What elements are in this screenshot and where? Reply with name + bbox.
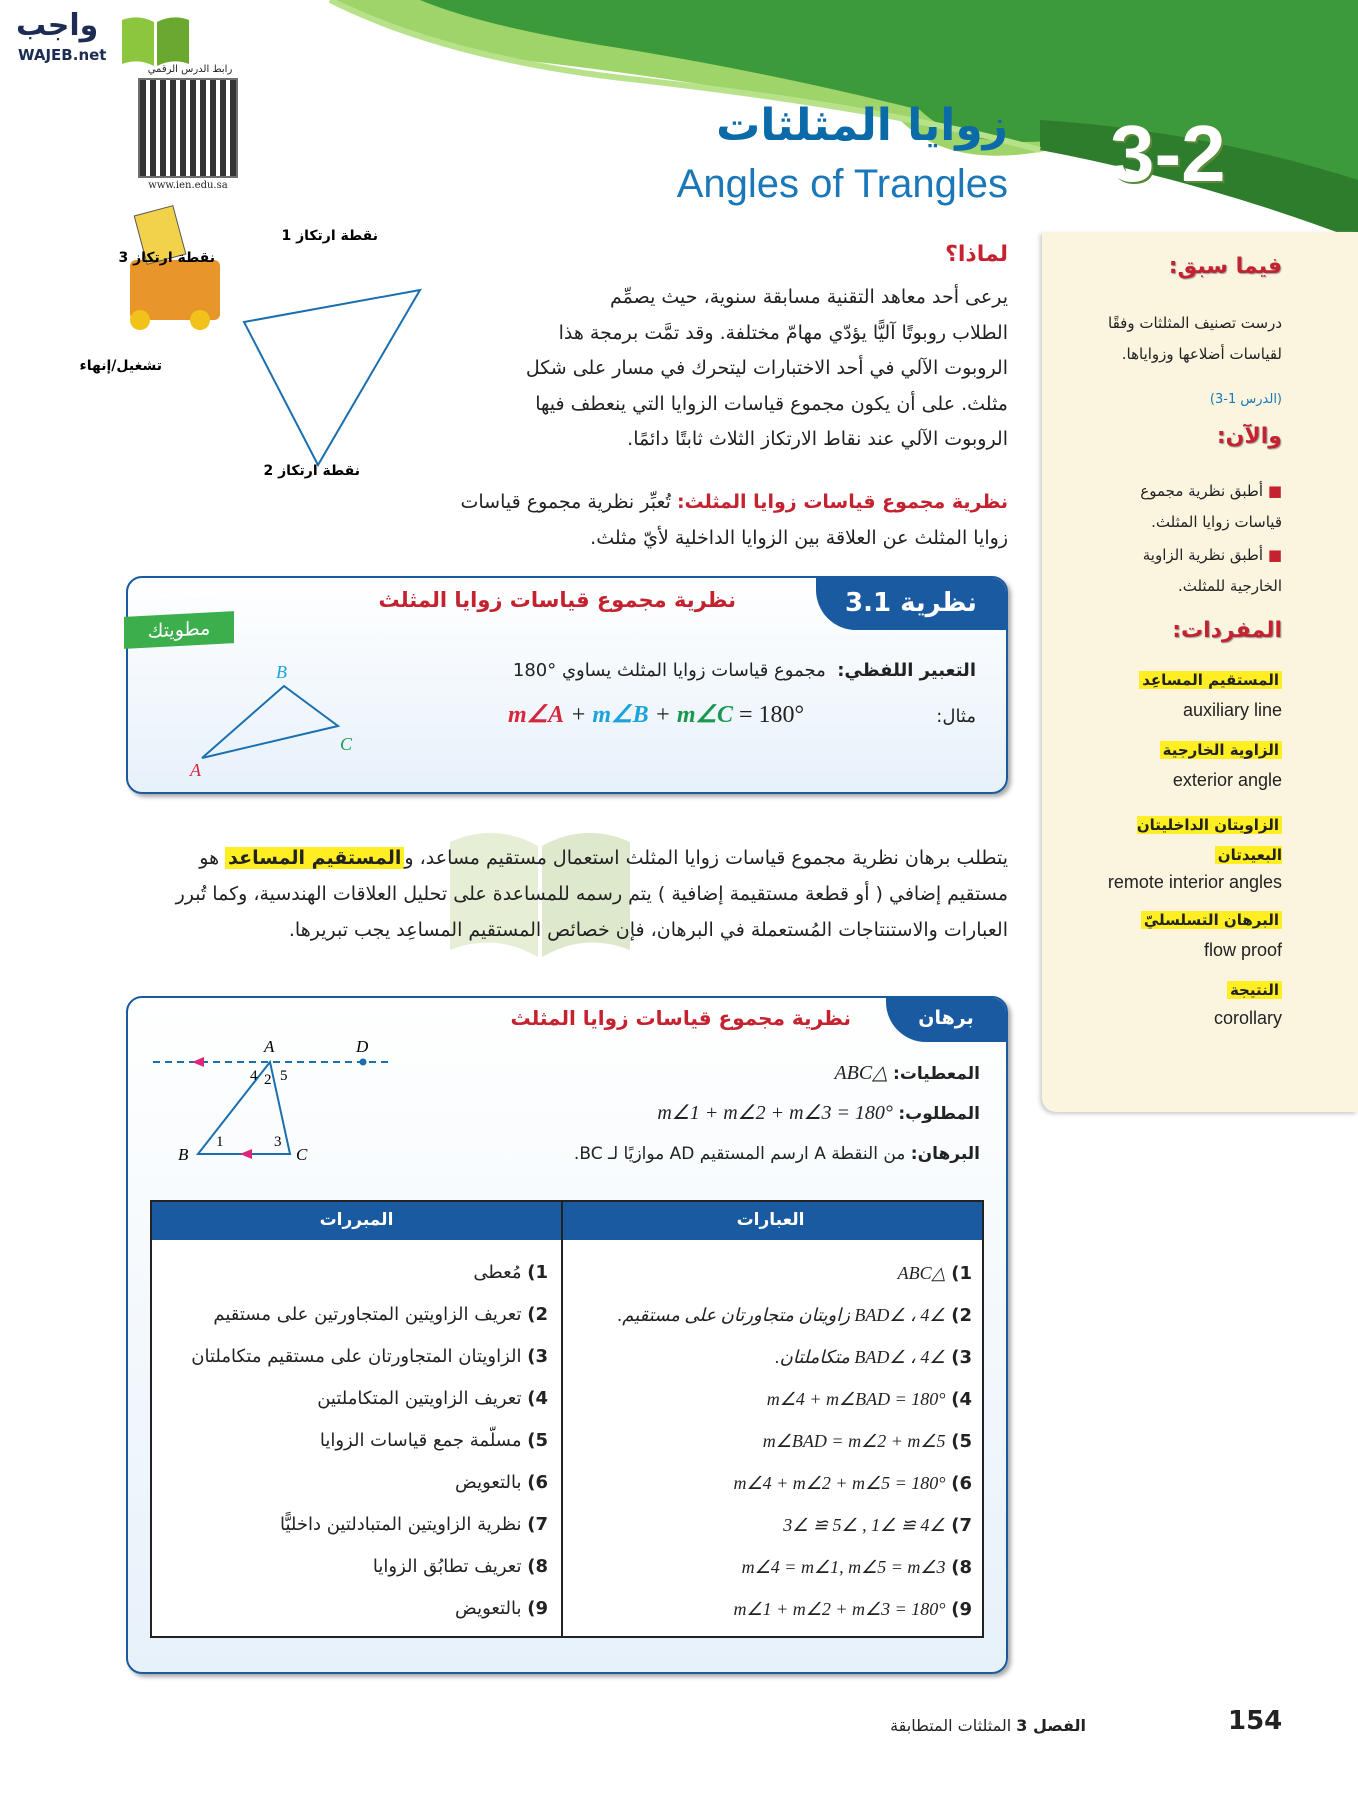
triangle-path [244, 290, 420, 465]
row-number: 6) [951, 1472, 972, 1494]
proof-text: من النقطة A ارسم المستقيم AD موازيًا لـ BC. [573, 1144, 906, 1164]
reason-text: مسلّمة جمع قياسات الزوايا [319, 1430, 522, 1451]
foldable-label: مطويتك [124, 611, 234, 649]
statement-text: ∠4 ، ∠BAD زاويتان متجاورتان على مستقيم. [617, 1304, 946, 1325]
reason-text: بالتعويض [455, 1598, 522, 1619]
footer-chapter-title: المثلثات المتطابقة [890, 1716, 1012, 1735]
start-stop-label: تشغيل/إنهاء [79, 358, 162, 374]
parallel-arrow-icon [192, 1057, 204, 1067]
row-number: 2) [527, 1304, 548, 1325]
angle-4-label: 4 [250, 1068, 258, 1084]
statement-cell [572, 1546, 972, 1588]
reason-cell [158, 1294, 548, 1336]
para-text: هو مستقيم إضافي ( أو قطعة مستقيمة إضافية ) يتم رسمه للمساعدة على تحليل العلاقات الهندسية، وكما تُبرر العبارات والاستنتاجات المُستعملة في البرهان، فإن خصائص المستقيم المساعِد يجب تبريرها. [175, 847, 1008, 941]
row-number: 1) [951, 1262, 972, 1284]
why-heading: لماذا؟ [945, 242, 1008, 267]
vocab-term [1227, 980, 1282, 999]
vocab-ar: الزاوية الخارجية [1160, 741, 1282, 759]
why-line: يرعى أحد معاهد التقنية مسابقة سنوية، حيث يصمِّم [609, 286, 1008, 308]
before-heading: فيما سبق: [1168, 254, 1282, 279]
robot-icon [130, 206, 220, 330]
vocab-en: remote interior angles [1107, 872, 1282, 892]
eq-plus: + [570, 702, 587, 728]
reason-text: الزاويتان المتجاورتان على مستقيم متكاملتان [191, 1346, 522, 1367]
two-column-proof-table [150, 1200, 984, 1638]
vocab-en: exterior angle [1172, 770, 1282, 790]
statement-text: m∠1 + m∠2 + m∠3 = 180° [733, 1598, 946, 1619]
statement-cell [572, 1336, 972, 1378]
reason-text: تعريف تطابُق الزوايا [372, 1556, 522, 1577]
example-label: مثال: [936, 706, 976, 727]
lesson-number: 3-2 [1110, 109, 1226, 198]
reason-cell [158, 1504, 548, 1546]
proof-label: البرهان: [910, 1144, 980, 1164]
eq-plus: + [654, 702, 671, 728]
now-item-text: أطبق نظرية مجموع قياسات زوايا المثلث. [1140, 482, 1282, 531]
statement-cell [572, 1588, 972, 1630]
row-number: 5) [951, 1430, 972, 1452]
logo-text: واجب [16, 8, 99, 43]
vocab-en: auxiliary line [1182, 700, 1282, 720]
proof-tab: برهان [886, 998, 1006, 1042]
foldable-top: أضف إلى [152, 586, 212, 601]
label-b: B [178, 1145, 189, 1164]
row-number: 3) [527, 1346, 548, 1367]
given-label: المعطيات: [893, 1064, 980, 1084]
before-text [1108, 308, 1282, 370]
vertex-b: B [276, 662, 287, 682]
row-number: 3) [951, 1346, 972, 1368]
given-row [834, 1060, 980, 1085]
why-line: الروبوت الآلي في أحد الاختبارات ليتحرك في مسار على شكل [525, 357, 1008, 379]
now-item-text: أطبق نظرية الزاوية الخارجية للمثلث. [1142, 546, 1282, 595]
foldable-badge[interactable] [122, 586, 234, 646]
theorem-intro-text: تُعبِّر نظرية مجموع قياسات زوايا المثلث عن العلاقة بين الزوايا الداخلية لأيّ مثلث. [460, 491, 1008, 549]
label-c: C [296, 1145, 308, 1164]
reason-cell [158, 1588, 548, 1630]
statement-text: m∠4 + m∠BAD = 180° [766, 1388, 946, 1409]
book-icon [118, 10, 193, 68]
page-footer [890, 1716, 1086, 1735]
robot-path-diagram [79, 200, 480, 490]
statement-text: ∠4 ، ∠BAD متكاملتان. [775, 1346, 946, 1367]
angle-1-label: 1 [216, 1134, 224, 1150]
para-text: يتطلب برهان نظرية مجموع قياسات زوايا المثلث استعمال مستقيم مساعد، و [404, 847, 1008, 869]
why-text [508, 280, 1008, 458]
column-divider [561, 1202, 563, 1636]
statement-text: △ABC [897, 1262, 946, 1283]
reason-cell [158, 1546, 548, 1588]
why-line: الروبوت الآلي عند نقاط الارتكاز الثلاث ثابتًا دائمًا. [627, 428, 1008, 450]
eq-result: = 180° [739, 702, 805, 728]
eq-angle-b: m∠B [592, 702, 649, 728]
before-ref: (الدرس 1-3) [1209, 392, 1282, 407]
row-number: 9) [951, 1598, 972, 1620]
label-d: D [356, 1037, 369, 1056]
lesson-title-en: Angles of Trangles [676, 162, 1008, 206]
eq-angle-a: m∠A [508, 702, 565, 728]
why-line: الطلاب روبوتًا آليًّا يؤدّي مهامّ مختلفة. وقد تمَّت برمجة هذا [558, 321, 1008, 344]
row-number: 9) [527, 1598, 548, 1619]
verbal-label: التعبير اللفظي: [837, 660, 976, 681]
why-line: مثلث. على أن يكون مجموع قياسات الزوايا التي ينعطف فيها [535, 392, 1008, 415]
now-item: ■ أطبق نظرية مجموع قياسات زوايا المثلث. [1140, 482, 1282, 531]
vocab-en: flow proof [1203, 940, 1282, 960]
given-value: △ABC [834, 1062, 888, 1084]
proof-diagram [148, 1028, 408, 1178]
parallel-arrow-icon [240, 1149, 252, 1159]
example-equation [508, 700, 804, 729]
vocab-term [1160, 740, 1282, 759]
reason-text: بالتعويض [455, 1472, 522, 1493]
statement-cell [572, 1294, 972, 1336]
angle-2-label: 2 [264, 1072, 272, 1088]
row-number: 2) [951, 1304, 972, 1326]
pivot2-label: نقطة ارتكاز 2 [263, 463, 360, 479]
theorem-box [126, 576, 1008, 794]
reasons-header: المبررات [152, 1202, 561, 1240]
triangle-abc [202, 686, 338, 758]
vocab-term [1122, 810, 1282, 870]
row-number: 5) [527, 1430, 548, 1451]
row-number: 8) [951, 1556, 972, 1578]
page-number: 154 [1228, 1706, 1283, 1736]
before-line: درست تصنيف المثلثات وفقًا [1108, 314, 1282, 332]
label-a: A [264, 1037, 275, 1056]
now-heading: والآن: [1216, 424, 1282, 449]
vertex-c: C [340, 734, 353, 754]
lesson-title-ar: زوايا المثلثات [716, 100, 1008, 151]
statement-text: m∠4 + m∠2 + m∠5 = 180° [733, 1472, 946, 1493]
vocab-term [1139, 670, 1282, 689]
proof-row [574, 1144, 980, 1164]
eq-angle-c: m∠C [676, 702, 734, 728]
row-number: 4) [527, 1388, 548, 1409]
verbal-row [513, 660, 976, 681]
logo-latin: WAJEB.net [18, 46, 107, 64]
para-term: المستقيم المساعد [225, 847, 404, 869]
qr-label: رابط الدرس الرقمي [147, 64, 233, 75]
now-item: ■ أطبق نظرية الزاوية الخارجية للمثلث. [1142, 546, 1282, 595]
statement-text: m∠4 = m∠1, m∠5 = m∠3 [741, 1556, 946, 1577]
triangle-abc-diagram [168, 658, 353, 780]
theorem-title: نظرية مجموع قياسات زوايا المثلث [378, 588, 736, 612]
statement-cell [572, 1462, 972, 1504]
qr-code[interactable] [138, 78, 238, 178]
reason-text: مُعطى [473, 1262, 522, 1283]
row-number: 7) [527, 1514, 548, 1535]
angle-3-label: 3 [274, 1134, 282, 1150]
verbal-text: مجموع قياسات زوايا المثلث يساوي °180 [512, 660, 826, 681]
angle-5-label: 5 [280, 1068, 288, 1084]
vocab-ar: النتيجة [1227, 981, 1282, 999]
row-number: 8) [527, 1556, 548, 1577]
statement-cell [572, 1504, 972, 1546]
prove-label: المطلوب: [898, 1104, 980, 1124]
before-line: لقياسات أضلاعها وزواياها. [1121, 345, 1282, 363]
statement-cell [572, 1378, 972, 1420]
proof-title: نظرية مجموع قياسات زوايا المثلث [510, 1006, 851, 1030]
vocab-ar: البرهان التسلسليّ [1141, 911, 1282, 929]
prove-row [657, 1100, 980, 1125]
statement-text: m∠BAD = m∠2 + m∠5 [762, 1430, 946, 1451]
lesson-sidebar [1042, 232, 1358, 1112]
reason-cell [158, 1378, 548, 1420]
reason-text: نظرية الزاويتين المتبادلتين داخليًّا [279, 1514, 522, 1535]
pivot1-label: نقطة ارتكاز 1 [281, 228, 378, 244]
theorem-intro-term: نظرية مجموع قياسات زوايا المثلث: [676, 491, 1008, 513]
prove-value: m∠1 + m∠2 + m∠3 = 180° [657, 1102, 893, 1124]
footer-chapter: الفصل 3 [1016, 1716, 1086, 1735]
statement-text: ∠4 ≅ ∠1 , ∠5 ≅ ∠3 [783, 1514, 946, 1535]
reason-cell [158, 1336, 548, 1378]
row-number: 1) [527, 1262, 548, 1283]
reason-cell [158, 1252, 548, 1294]
statements-header: العبارات [559, 1202, 982, 1240]
row-number: 4) [951, 1388, 972, 1410]
point-d [360, 1059, 367, 1066]
reason-text: تعريف الزاويتين المتكاملتين [317, 1388, 522, 1409]
vocab-en: corollary [1213, 1008, 1282, 1028]
proof-box [126, 996, 1008, 1674]
vocab-ar: الزاويتان الداخليتان البعيدتان [1136, 816, 1282, 864]
theorem-intro [428, 484, 1008, 556]
row-number: 7) [951, 1514, 972, 1536]
theorem-tab: نظرية 3.1 [816, 578, 1006, 630]
wajeb-logo [8, 6, 193, 68]
reason-text: تعريف الزاويتين المتجاورتين على مستقيم [213, 1304, 522, 1325]
vocab-heading: المفردات: [1172, 618, 1282, 643]
auxiliary-line-paragraph [148, 840, 1008, 948]
statement-cell [572, 1420, 972, 1462]
vocab-ar: المستقيم المساعِد [1139, 671, 1282, 689]
pivot3-label: نقطة ارتكاز 3 [118, 250, 215, 266]
vertex-a: A [190, 760, 201, 780]
statement-cell [572, 1252, 972, 1294]
reason-cell [158, 1420, 548, 1462]
row-number: 6) [527, 1472, 548, 1493]
qr-url[interactable]: www.ien.edu.sa [148, 180, 228, 191]
vocab-term [1141, 910, 1282, 929]
reason-cell [158, 1462, 548, 1504]
